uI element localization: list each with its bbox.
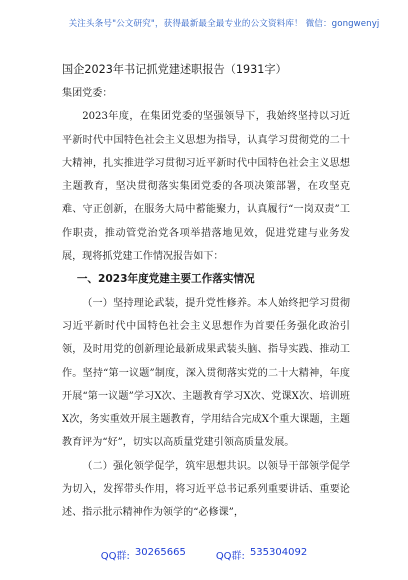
qq-group-2-label: QQ群: bbox=[215, 551, 245, 562]
paragraph-leadership: （二）强化领学促学，筑牢思想共识。以领导干部领学促学为切入，发挥带头作用，将习近平总书记系列重要讲话、重要论述、指示批示精神作为领学的“必修课”， bbox=[62, 460, 350, 519]
salutation: 集团党委： bbox=[62, 88, 113, 99]
document-title: 国企2023年书记抓党建述职报告（1931字） bbox=[62, 63, 287, 76]
qq-group-2 bbox=[216, 547, 307, 562]
promo-header bbox=[0, 0, 408, 46]
paragraph-theory: （一）坚持理论武装，提升党性修养。本人始终把学习贯彻习近平新时代中国特色社会主义思想作为首要任务强化政治引领，及时用党的创新理论最新成果武装头脑、指导实践、推动工作。坚持“第一议题”制度，深入贯彻落实党的二十大精神，年度开展“第一议题”学习X次、主题教育学习X次、党课X次、培训班X次，务实重效开展主题教育，学用结合完成X个重大课题，主题教育评为“好”，切实以高质量党建引领高质量发展。 bbox=[62, 297, 350, 449]
section-heading: 一、2023年度党建主要工作落实情况 bbox=[76, 273, 255, 286]
qq-group-1-label: QQ群: bbox=[100, 551, 130, 562]
qq-footer bbox=[0, 547, 408, 562]
qq-group-1-number: 30265665 bbox=[134, 547, 186, 558]
qq-group-2-number: 535304092 bbox=[249, 547, 308, 558]
promo-header-text: 关注头条号"公文研究"，获得最新最全最专业的公文资料库！ 微信：gongwenyj bbox=[68, 19, 380, 29]
qq-group-1 bbox=[101, 547, 186, 562]
intro-paragraph: 2023年度，在集团党委的坚强领导下，我始终坚持以习近平新时代中国特色社会主义思想为指导，认真学习贯彻党的二十大精神，扎实推进学习贯彻习近平新时代中国特色社会主义思想主题教育，坚决贯彻落实集团党委的各项决策部署，在攻坚克难、守正创新，在服务大局中蓄能聚力，认真履行“一岗双责”工作职责，推动管党治党各项举措落地见效，促进党建与业务发展，现将抓党建工作情况报告如下： bbox=[62, 111, 350, 263]
document-body bbox=[62, 58, 350, 525]
